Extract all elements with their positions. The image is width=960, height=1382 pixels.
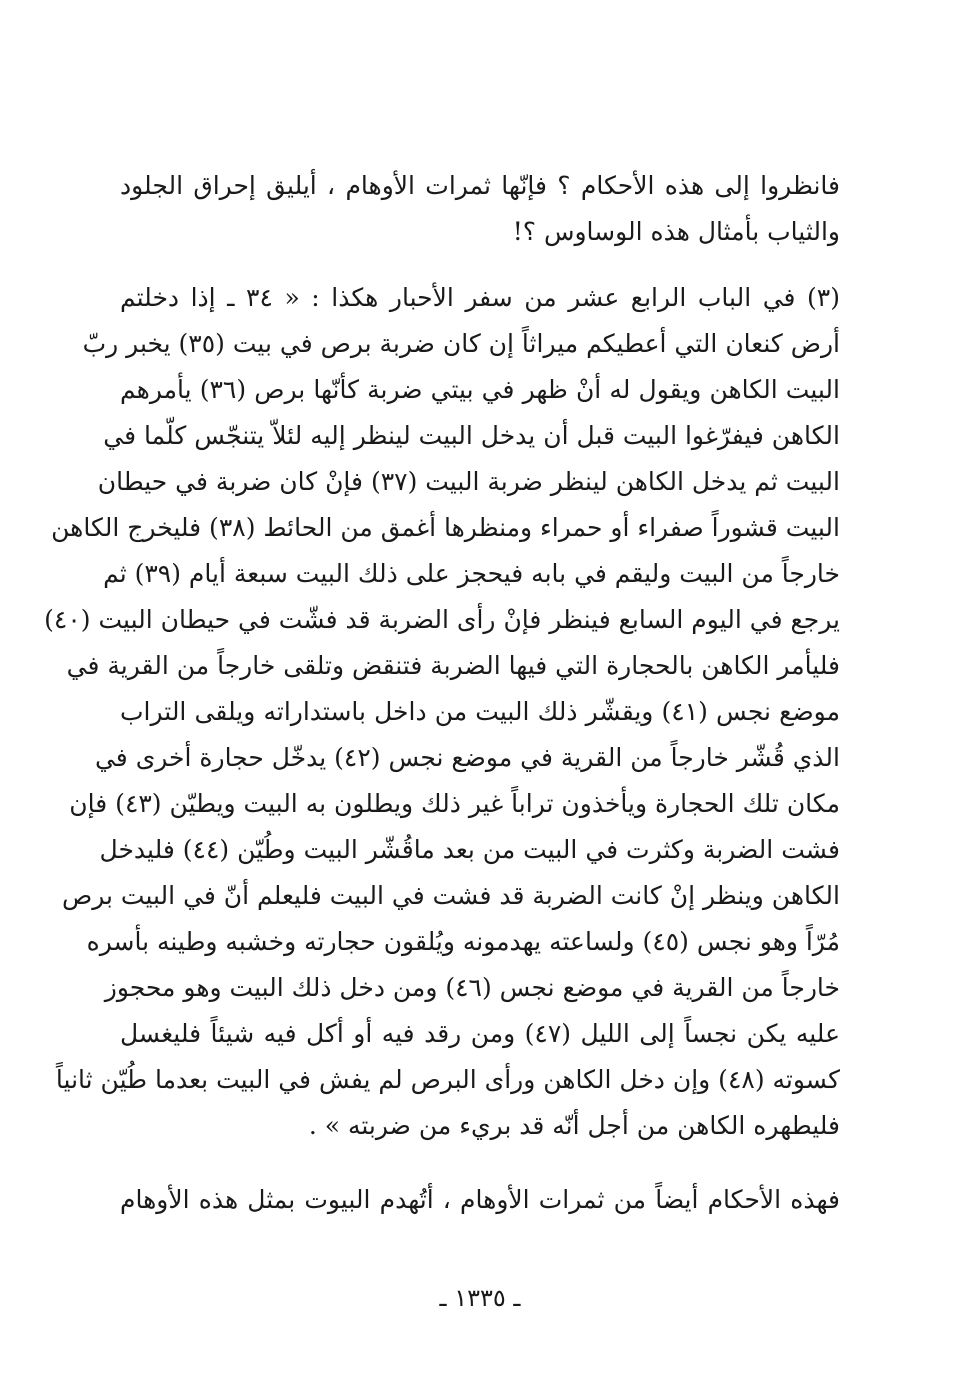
text-line: مُرّاً وهو نجس (٤٥) ولساعته يهدمونه ويُلقون حجارته وخشبه وطينه بأسره bbox=[86, 927, 840, 956]
paragraph-2 bbox=[44, 275, 840, 1149]
text-line: فانظروا إلى هذه الأحكام ؟ فإنّها ثمرات الأوهام ، أيليق إحراق الجلود bbox=[120, 171, 840, 200]
text-line: عليه يكن نجساً إلى الليل (٤٧) ومن رقد فيه أو أكل فيه شيئاً فليغسل bbox=[120, 1019, 840, 1048]
paragraph-1 bbox=[120, 163, 840, 255]
text-line: خارجاً من البيت وليقم في بابه فيحجز على ذلك البيت سبعة أيام (٣٩) ثم bbox=[103, 559, 840, 588]
text-line: الكاهن وينظر إنْ كانت الضربة قد فشت في البيت فليعلم أنّ في البيت برص bbox=[62, 881, 840, 910]
text-line: الذي قُشّر خارجاً من القرية في موضع نجس (٤٢) يدخّل حجارة أخرى في bbox=[94, 743, 840, 772]
text-line: خارجاً من القرية في موضع نجس (٤٦) ومن دخل ذلك البيت وهو محجوز bbox=[104, 973, 840, 1002]
text-line: البيت ثم يدخل الكاهن لينظر ضربة البيت (٣٧) فإنْ كان ضربة في حيطان bbox=[97, 467, 840, 496]
paragraph-3 bbox=[120, 1177, 840, 1223]
text-line: فليأمر الكاهن بالحجارة التي فيها الضربة فتنقض وتلقى خارجاً من القرية في bbox=[66, 651, 840, 680]
text-line: والثياب بأمثال هذه الوساوس ؟! bbox=[512, 217, 840, 246]
page-number: ـ ١٣٣٥ ـ bbox=[439, 1284, 521, 1312]
text-line: أرض كنعان التي أعطيكم ميراثاً إن كان ضربة برص في بيت (٣٥) يخبر ربّ bbox=[82, 329, 840, 358]
text-line: مكان تلك الحجارة ويأخذون تراباً غير ذلك ويطلون به البيت ويطيّن (٤٣) فإن bbox=[69, 789, 840, 818]
text-line: موضع نجس (٤١) ويقشّر ذلك البيت من داخل باستداراته ويلقى التراب bbox=[120, 697, 840, 726]
text-line: فليطهره الكاهن من أجل أنّه قد بريء من ضربته » . bbox=[308, 1111, 840, 1140]
text-line: البيت الكاهن ويقول له أنْ ظهر في بيتي ضربة كأنّها برص (٣٦) يأمرهم bbox=[120, 375, 840, 404]
text-line: البيت قشوراً صفراء أو حمراء ومنظرها أغمق من الحائط (٣٨) فليخرج الكاهن bbox=[51, 513, 840, 542]
text-line: يرجع في اليوم السابع فينظر فإنْ رأى الضربة قد فشّت في حيطان البيت (٤٠) bbox=[44, 605, 840, 634]
text-line: فشت الضربة وكثرت في البيت من بعد ماقُشّر البيت وطُيّن (٤٤) فليدخل bbox=[99, 835, 840, 864]
text-line: كسوته (٤٨) وإن دخل الكاهن ورأى البرص لم يفش في البيت بعدما طُيّن ثانياً bbox=[55, 1065, 840, 1094]
text-line: (٣) في الباب الرابع عشر من سفر الأحبار هكذا : « ٣٤ ـ إذا دخلتم bbox=[120, 283, 840, 312]
text-line: الكاهن فيفرّغوا البيت قبل أن يدخل البيت لينظر إليه لئلاّ يتنجّس كلّما في bbox=[103, 421, 840, 450]
text-line: فهذه الأحكام أيضاً من ثمرات الأوهام ، أتُهدم البيوت بمثل هذه الأوهام bbox=[120, 1185, 840, 1214]
